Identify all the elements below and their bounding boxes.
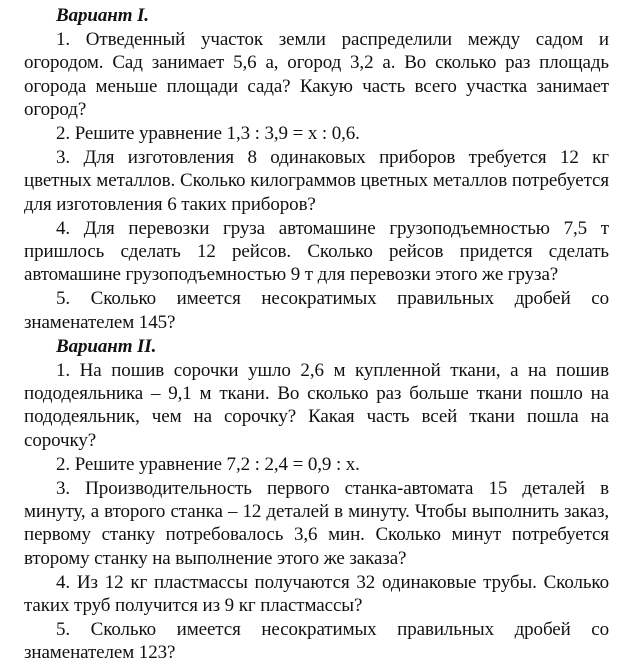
- variant-2-problem-1: 1. На пошив сорочки ушло 2,6 м купленной ткани, а на пошив пододеяльника – 9,1 м ткани. Во сколько раз больше ткани пошло на пододеяльник, чем на сорочку? Какая часть всей ткани пошла на сорочку?: [24, 360, 609, 451]
- cropped-top-heading: [250, 0, 480, 2]
- variant-1-heading: Вариант I.: [56, 5, 149, 26]
- document-content: [24, 4, 609, 665]
- variant-2-problem-3: 3. Производительность первого станка-автомата 15 деталей в минуту, а второго станка – 12 деталей в минуту. Чтобы выполнить заказ, первому станку потребовалось 3,6 мин. Сколько минут потребуется второму станку на выполнение этого же заказа?: [24, 478, 609, 569]
- variant-1-problem-1: 1. Отведенный участок земли распределили между садом и огородом. Сад занимает 5,6 а, огород 3,2 а. Во сколько раз площадь огорода меньше площади сада? Какую часть всего участка занимает огород?: [24, 29, 609, 120]
- variant-2-problem-5: 5. Сколько имеется несократимых правильных дробей со знаменателем 123?: [24, 619, 609, 664]
- variant-1-problem-3: 3. Для изготовления 8 одинаковых приборов требуется 12 кг цветных металлов. Сколько килограммов цветных металлов потребуется для изготовления 6 таких приборов?: [24, 147, 609, 215]
- variant-1-problem-5: 5. Сколько имеется несократимых правильных дробей со знаменателем 145?: [24, 288, 609, 333]
- variant-2-problem-2: 2. Решите уравнение 7,2 : 2,4 = 0,9 : x.: [56, 453, 360, 475]
- variant-2-problem-4: 4. Из 12 кг пластмассы получаются 32 одинаковые трубы. Сколько таких труб получится из 9 кг пластмассы?: [24, 571, 609, 617]
- variant-2-heading: Вариант II.: [56, 335, 157, 357]
- variant-1-problem-4: 4. Для перевозки груза автомашине грузоподъемностью 7,5 т пришлось сделать 12 рейсов. Сколько рейсов придется сделать автомашине грузоподъемностью 9 т для перевозки этого же груза?: [24, 217, 609, 286]
- variant-1-problem-2: 2. Решите уравнение 1,3 : 3,9 = x : 0,6.: [56, 123, 360, 145]
